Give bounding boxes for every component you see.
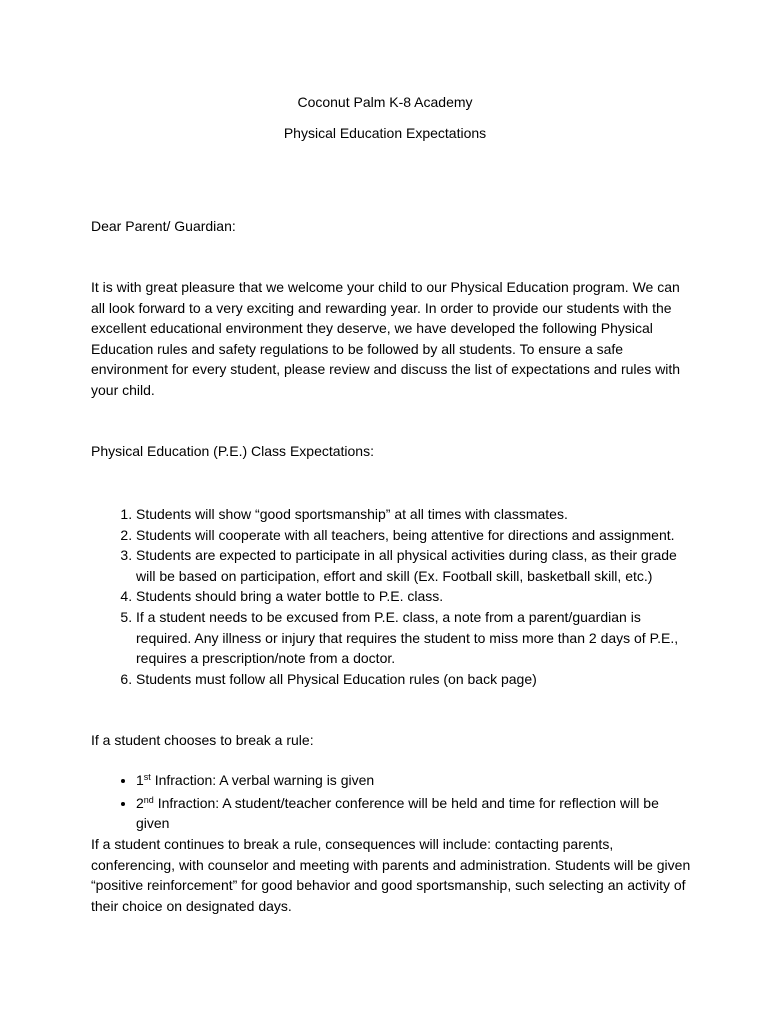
intro-paragraph [91,277,691,401]
rule-item: 5. If a student needs to be excused from P.E. class, a note from a parent/guardian is required. Any illness or injury that requires the student to miss more than 2 days of P.E., requires a prescription/note from a doctor. [136,607,691,669]
rules-list [91,504,691,689]
ordinal-suffix: nd [143,794,154,805]
infraction-item [136,770,691,791]
consequences-paragraph [91,834,691,916]
rule-item: 3. Students are expected to participate in all physical activities during class, as their grade will be based on participation, effort and skill (Ex. Football skill, basketball skill, etc.) [136,545,691,586]
school-name: Coconut Palm K-8 Academy [297,94,473,110]
infractions-list [91,770,691,836]
rule-item: 4. Students should bring a water bottle to P.E. class. [136,586,691,607]
greeting: Dear Parent/ Guardian: [91,218,236,234]
rule-item: 6. Students must follow all Physical Education rules (on back page) [136,669,691,690]
infraction-number: 1 [136,772,144,788]
expectations-heading: Physical Education (P.E.) Class Expectations: [91,443,374,459]
infraction-number: 2 [136,794,144,811]
break-rule-intro: If a student chooses to break a rule: [91,732,314,748]
document-title: Physical Education Expectations [283,125,487,141]
consequences-text: If a student continues to break a rule, consequences will include: contacting parents, conferencing, with counselor and meeting with parents and administration. Students will be given “positive reinforcement” for good behavior and good sportsmanship, such selecting an activity of their choice on designated days. [91,836,691,914]
intro-text: It is with great pleasure that we welcome your child to our Physical Education program. We can all look forward to a very exciting and rewarding year. In order to provide our students with the excellent educational environment they deserve, we have developed the following Physical Education rules and safety regulations to be followed by all students. To ensure a safe environment for every student, please review and discuss the list of expectations and rules with your child. [91,279,681,398]
ordinal-suffix: st [143,772,151,782]
rule-item: 1. Students will show “good sportsmanship” at all times with classmates. [136,504,691,525]
infraction-item [136,793,691,834]
infraction-text: Infraction: A verbal warning is given [150,772,375,788]
infraction-text: Infraction: A student/teacher conference will be held and time for reflection will be given [136,794,659,832]
rule-item: 2. Students will cooperate with all teachers, being attentive for directions and assignment. [136,525,691,546]
